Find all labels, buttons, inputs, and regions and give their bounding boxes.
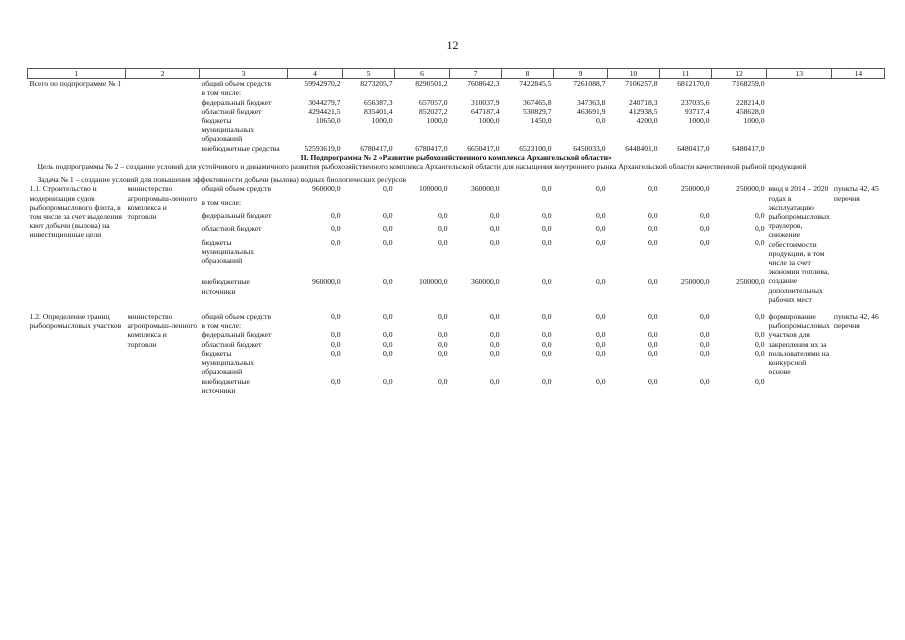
value-cell: 250000,0 [736,277,765,287]
value-cell: 0,0 [596,312,606,322]
value-cell: 367465,8 [523,97,552,107]
value-cell [608,321,660,330]
table-row [28,184,885,197]
value-cell: 0,0 [755,312,765,322]
value-cell: 360000,0 [471,277,500,287]
expected-result: ввод в 2014 – 2020 годах в эксплуатацию рыбопромысловых траулеров, снижение себестоимости продукции, в том числе за счет экономии топлива, создание дополнительных рабочих мест [768,184,830,304]
column-header: 7 [450,69,502,79]
funding-source: федеральный бюджет [201,97,272,107]
value-cell: 0,0 [331,339,341,349]
value-cell: 0,0 [331,330,341,340]
value-cell: 0,0 [596,116,606,126]
measure-name: Всего по подпрограмме № 1 [29,79,122,89]
value-cell: 0,0 [648,237,658,247]
value-cell: 960000,0 [312,184,341,194]
value-cell: 0,0 [542,184,552,194]
value-cell: 0,0 [596,330,606,340]
value-cell: 0,0 [331,348,341,358]
value-cell: 0,0 [700,348,710,358]
value-cell: 0,0 [383,339,393,349]
reference: пункты 42, 45 перечня [833,184,879,203]
executor [126,79,200,153]
value-cell [554,321,608,330]
spacer [28,304,885,312]
column-header: 2 [126,69,200,79]
value-cell: 0,0 [755,237,765,247]
value-cell: 6523100,0 [519,143,552,153]
column-header: 14 [832,69,885,79]
funding-source: общий объем средств [201,79,272,89]
column-header: 11 [660,69,712,79]
value-cell [608,198,660,211]
value-cell: 0,0 [438,312,448,322]
value-cell: 0,0 [331,237,341,247]
value-cell: 8273205,7 [360,79,393,89]
value-cell: 0,0 [383,330,393,340]
value-cell: 835401,4 [364,106,393,116]
value-cell: 463691,9 [577,106,606,116]
value-cell: 59942970,2 [304,79,341,89]
executor: министерство агропромыш-ленного комплекса и торговли [127,312,198,349]
value-cell: 0,0 [438,224,448,234]
value-cell: 228214,0 [736,97,765,107]
value-cell: 0,0 [438,339,448,349]
value-cell: 1000,0 [371,116,393,126]
funding-source: областной бюджет [201,339,262,349]
value-cell: 100000,0 [419,184,448,194]
value-cell [288,321,343,330]
column-header: 8 [502,69,554,79]
value-cell: 0,0 [596,211,606,220]
value-cell: 6448401,0 [625,143,658,153]
value-cell: 7106257,8 [625,79,658,89]
financing-table [27,68,885,395]
expected-result [767,79,832,153]
value-cell: 0,0 [542,211,552,220]
value-cell: 6480417,0 [677,143,710,153]
value-cell: 360000,0 [471,184,500,194]
value-cell: 0,0 [596,184,606,194]
value-cell: 6780417,0 [415,143,448,153]
value-cell: 0,0 [648,312,658,322]
funding-source: в том числе: [201,88,242,98]
value-cell: 7422845,5 [519,79,552,89]
funding-source: областной бюджет [201,106,262,116]
value-cell: 0,0 [331,312,341,322]
column-header: 10 [608,69,660,79]
value-cell: 4200,0 [636,116,658,126]
value-cell [395,88,450,97]
goal-text: Цель подпрограммы № 2 – создание условий для устойчивого и динамичного развития рыбохозяйственного комплекса Архангельской области для насыщения внутреннего рынка Архангельской области качественной рыбной продукцией [37,162,807,172]
value-cell [712,321,767,330]
column-header: 4 [288,69,343,79]
value-cell [343,198,395,211]
value-cell: 0,0 [596,277,606,287]
value-cell [395,321,450,330]
value-cell: 0,0 [755,224,765,234]
value-cell: 0,0 [648,224,658,234]
value-cell [395,198,450,211]
column-header: 9 [554,69,608,79]
value-cell: 0,0 [383,277,393,287]
column-header: 1 [28,69,126,79]
value-cell: 0,0 [490,211,500,220]
value-cell: 0,0 [490,376,500,386]
value-cell [450,321,502,330]
value-cell: 657057,0 [419,97,448,107]
value-cell: 1000,0 [426,116,448,126]
value-cell: 0,0 [490,348,500,358]
value-cell: 250000,0 [736,184,765,194]
value-cell [554,198,608,211]
value-cell: 0,0 [490,330,500,340]
value-cell: 0,0 [331,211,341,220]
value-cell: 0,0 [596,224,606,234]
column-header: 12 [712,69,767,79]
value-cell: 412938,5 [629,106,658,116]
value-cell: 0,0 [331,224,341,234]
value-cell: 0,0 [700,376,710,386]
value-cell [712,198,767,211]
funding-source: внебюджетные источники [201,277,250,296]
value-cell [343,88,395,97]
value-cell: 6650417,0 [467,143,500,153]
spacer-row [28,304,885,312]
section-title-row [28,153,885,162]
value-cell: 52593619,0 [304,143,341,153]
value-cell [554,88,608,97]
value-cell: 0,0 [383,224,393,234]
value-cell: 0,0 [700,211,710,220]
column-header: 13 [767,69,832,79]
value-cell [712,88,767,97]
value-cell: 6450033,0 [573,143,606,153]
reference [832,79,885,153]
value-cell [450,88,502,97]
value-cell: 7168259,0 [732,79,765,89]
value-cell: 0,0 [648,330,658,340]
measure-name: 1.1. Строительство и модернизация судов рыбопромыслового флота, в том числе за счет выделения квот добычи (вылова) на инвестиционные цели [29,184,122,240]
value-cell [660,88,712,97]
value-cell: 3044279,7 [308,97,341,107]
value-cell: 647187,4 [471,106,500,116]
value-cell: 6480417,0 [732,143,765,153]
value-cell: 656387,3 [364,97,393,107]
value-cell [450,198,502,211]
funding-source: общий объем средств [201,184,272,194]
funding-source: федеральный бюджет [201,211,272,220]
value-cell: 1000,0 [478,116,500,126]
value-cell: 8290501,2 [415,79,448,89]
value-cell: 0,0 [700,312,710,322]
column-header: 3 [200,69,288,79]
value-cell: 7608642,3 [467,79,500,89]
value-cell: 0,0 [438,330,448,340]
value-cell: 0,0 [648,339,658,349]
page-number: 12 [446,38,459,52]
value-cell: 6812170,0 [677,79,710,89]
goal-text-row [28,162,885,171]
value-cell: 0,0 [438,348,448,358]
value-cell [502,321,554,330]
task-text-row [28,171,885,184]
value-cell: 960000,0 [312,277,341,287]
expected-result: формирование рыбопромысловых участков для закрепления их за пользователями на конкурсной основе [768,312,830,377]
table-row [28,79,885,89]
value-cell: 0,0 [700,237,710,247]
value-cell: 4294421,5 [308,106,341,116]
value-cell: 0,0 [596,237,606,247]
value-cell: 1450,0 [530,116,552,126]
funding-source: внебюджетные средства [201,143,280,153]
value-cell: 0,0 [438,237,448,247]
value-cell: 0,0 [755,348,765,358]
value-cell: 0,0 [383,211,393,220]
value-cell: 0,0 [542,237,552,247]
value-cell: 310037,9 [471,97,500,107]
value-cell: 0,0 [383,237,393,247]
funding-source: общий объем средств [201,312,272,322]
value-cell: 0,0 [383,312,393,322]
value-cell: 0,0 [648,184,658,194]
value-cell [660,198,712,211]
value-cell: 0,0 [438,376,448,386]
value-cell: 237035,6 [681,97,710,107]
value-cell: 0,0 [648,348,658,358]
value-cell: 0,0 [542,348,552,358]
value-cell [608,88,660,97]
value-cell: 1000,0 [743,116,765,126]
value-cell: 6780417,0 [360,143,393,153]
section-title: II. Подпрограмма № 2 «Развитие рыбохозяйственного комплекса Архангельской области» [300,152,612,162]
value-cell: 0,0 [755,211,765,220]
value-cell: 0,0 [700,330,710,340]
value-cell: 0,0 [755,376,765,386]
value-cell: 100000,0 [419,277,448,287]
funding-source: в том числе: [201,321,242,331]
funding-source: федеральный бюджет [201,330,272,340]
value-cell: 250000,0 [681,184,710,194]
column-header: 5 [343,69,395,79]
value-cell: 7261088,7 [573,79,606,89]
value-cell [660,321,712,330]
value-cell: 240718,3 [629,97,658,107]
value-cell [343,321,395,330]
table-body [28,69,885,395]
funding-source: внебюджетные источники [201,376,250,395]
value-cell [502,88,554,97]
value-cell: 0,0 [648,376,658,386]
funding-source: областной бюджет [201,224,262,234]
reference: пункты 42, 46 перечня [833,312,879,331]
value-cell: 852027,2 [419,106,448,116]
funding-source: бюджеты муниципальных образований [201,237,255,265]
funding-source: бюджеты муниципальных образований [201,116,255,144]
funding-source: бюджеты муниципальных образований [201,348,255,377]
measure-name: 1.2. Определение границ рыбопромысловых участков [29,312,122,331]
value-cell: 93717,4 [684,106,710,116]
value-cell: 0,0 [755,330,765,340]
value-cell: 0,0 [542,277,552,287]
value-cell: 0,0 [596,339,606,349]
column-header: 6 [395,69,450,79]
value-cell: 0,0 [648,211,658,220]
executor: министерство агропромыш-ленного комплекса и торговли [127,184,198,222]
value-cell: 0,0 [542,224,552,234]
table-row [28,312,885,321]
value-cell: 0,0 [490,224,500,234]
value-cell: 0,0 [490,312,500,322]
value-cell [502,198,554,211]
value-cell [288,88,343,97]
value-cell: 0,0 [700,224,710,234]
value-cell [288,198,343,211]
task-text: Задача № 1 – создание условий для повышения эффективности добычи (вылова) водных биологических ресурсов [37,175,407,185]
value-cell: 0,0 [755,339,765,349]
value-cell: 0,0 [596,376,606,386]
value-cell: 0,0 [383,184,393,194]
column-number-row [28,69,885,79]
value-cell: 0,0 [490,237,500,247]
value-cell: 0,0 [438,211,448,220]
value-cell: 0,0 [331,376,341,386]
value-cell: 530829,7 [523,106,552,116]
value-cell: 10650,0 [315,116,341,126]
value-cell: 0,0 [542,376,552,386]
value-cell: 0,0 [542,339,552,349]
value-cell: 0,0 [596,348,606,358]
value-cell: 0,0 [383,348,393,358]
value-cell: 1000,0 [688,116,710,126]
value-cell: 0,0 [648,277,658,287]
value-cell: 458628,0 [736,106,765,116]
value-cell: 0,0 [542,330,552,340]
value-cell: 250000,0 [681,277,710,287]
value-cell: 0,0 [700,339,710,349]
funding-source: в том числе: [201,197,242,207]
value-cell: 0,0 [490,339,500,349]
value-cell: 347363,8 [577,97,606,107]
value-cell: 0,0 [542,312,552,322]
value-cell: 0,0 [383,376,393,386]
